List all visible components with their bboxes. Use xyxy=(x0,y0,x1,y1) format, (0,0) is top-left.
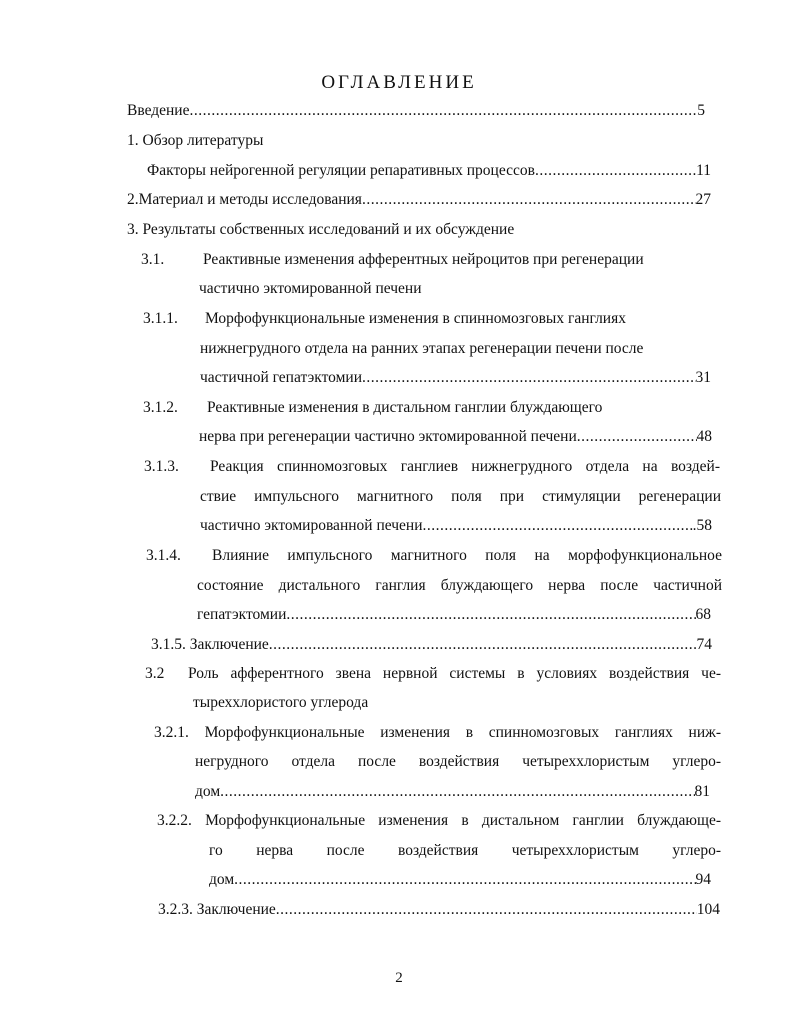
toc-leader-dots xyxy=(220,782,694,802)
toc-page: 11 xyxy=(696,162,711,179)
toc-label: нерва при регенерации частично эктомированной печени xyxy=(199,428,577,445)
toc-entry-3-1-3-end xyxy=(200,516,712,536)
toc-num-3-1: 3.1. xyxy=(141,251,165,268)
toc-page: 81 xyxy=(694,783,710,800)
toc-entry-3-1-4-end xyxy=(197,605,711,625)
toc-entry-3-2-1-end xyxy=(195,782,710,802)
toc-label: частичной гепатэктомии xyxy=(200,369,363,386)
toc-entry-3-2-2-end xyxy=(209,870,711,890)
toc-num-3-1-1: 3.1.1. xyxy=(143,310,178,327)
toc-page: 27 xyxy=(695,191,711,208)
toc-entry-3-1-5[interactable] xyxy=(151,635,712,655)
toc-label: дом xyxy=(195,783,221,800)
toc-leader-dots xyxy=(362,368,695,388)
toc-entry-ch3[interactable]: 3. Результаты собственных исследований и их обсуждение xyxy=(127,221,515,238)
toc-num-3-1-4: 3.1.4. xyxy=(146,547,181,564)
toc-entry-3-2-1-cont: негрудного отдела после воздействия четыреххлористым углеро- xyxy=(195,753,721,770)
toc-entry-3-1-1[interactable]: Морфофункциональные изменения в спинномозговых ганглиях xyxy=(205,310,626,327)
toc-label: 3.1.5. Заключение xyxy=(151,636,269,653)
toc-entry-3-2-cont: тыреххлористого углерода xyxy=(193,694,369,711)
toc-entry-3-1[interactable]: Реактивные изменения афферентных нейроцитов при регенерации xyxy=(203,251,644,268)
toc-leader-dots xyxy=(535,161,696,181)
toc-entry-3-1-3[interactable]: Реакция спинномозговых ганглиев нижнегрудного отдела на воздей- xyxy=(210,458,720,475)
toc-entry-3-1-4-cont: состояние дистального ганглия блуждающего нерва после частичной xyxy=(197,577,722,594)
toc-entry-3-1-4[interactable]: Влияние импульсного магнитного поля на морфофункциональное xyxy=(212,547,722,564)
toc-label: 2.Материал и методы исследования xyxy=(127,191,362,208)
toc-leader-dots xyxy=(286,605,695,625)
toc-leader-dots xyxy=(362,190,696,210)
toc-label: гепатэктомии xyxy=(197,606,287,623)
toc-page: 48 xyxy=(696,428,712,445)
toc-entry-3-1-cont: частично эктомированной печени xyxy=(199,280,422,297)
toc-entry-3-1-2-end xyxy=(199,427,712,447)
toc-entry-3-1-1-cont: нижнегрудного отдела на ранних этапах регенерации печени после xyxy=(200,340,644,357)
toc-leader-dots xyxy=(234,870,695,890)
toc-page: 74 xyxy=(696,636,712,653)
toc-entry-3-2-2-cont: го нерва после воздействия четыреххлористым углеро- xyxy=(209,842,721,859)
toc-entry-ch1[interactable]: 1. Обзор литературы xyxy=(127,132,264,149)
page-title: ОГЛАВЛЕНИЕ xyxy=(321,72,477,93)
toc-label: дом xyxy=(209,871,235,888)
toc-num-3-2: 3.2 xyxy=(145,665,165,682)
toc-label: Введение xyxy=(127,102,190,119)
toc-entry-intro[interactable] xyxy=(127,101,705,121)
toc-page: 31 xyxy=(695,369,711,386)
toc-leader-dots xyxy=(276,900,697,920)
toc-entry-3-2-1[interactable]: 3.2.1. Морфофункциональные изменения в спинномозговых ганглиях ниж- xyxy=(154,724,721,741)
toc-entry-3-2-2[interactable]: 3.2.2. Морфофункциональные изменения в дистальном ганглии блуждающе- xyxy=(157,812,721,829)
toc-entry-ch2[interactable] xyxy=(127,190,711,210)
toc-leader-dots xyxy=(423,516,693,536)
toc-num-3-1-3: 3.1.3. xyxy=(144,458,179,475)
toc-page: 68 xyxy=(695,606,711,623)
toc-page: 5 xyxy=(697,102,705,119)
toc-leader-dots xyxy=(269,635,697,655)
toc-label: частично эктомированной печени xyxy=(200,517,423,534)
toc-leader-dots xyxy=(189,101,697,121)
toc-label: 3.2.3. Заключение xyxy=(158,901,276,918)
toc-entry-3-1-1-end xyxy=(200,368,711,388)
toc-page: 94 xyxy=(695,871,711,888)
toc-entry-3-1-2[interactable]: Реактивные изменения в дистальном ганглии блуждающего xyxy=(207,399,603,416)
toc-entry-3-2-3[interactable] xyxy=(158,900,720,920)
toc-num-3-1-2: 3.1.2. xyxy=(143,399,178,416)
toc-leader-dots xyxy=(577,427,697,447)
toc-entry-3-1-3-cont: ствие импульсного магнитного поля при стимуляции регенерации xyxy=(200,488,721,505)
page-number: 2 xyxy=(395,970,403,986)
toc-entry-3-2[interactable]: Роль афферентного звена нервной системы в условиях воздействия че- xyxy=(188,665,721,682)
toc-label: Факторы нейрогенной регуляции репаративных процессов xyxy=(147,162,535,179)
toc-page: 104 xyxy=(696,901,720,918)
toc-page: .58 xyxy=(692,517,712,534)
toc-entry-ch1-sub[interactable] xyxy=(147,161,711,181)
